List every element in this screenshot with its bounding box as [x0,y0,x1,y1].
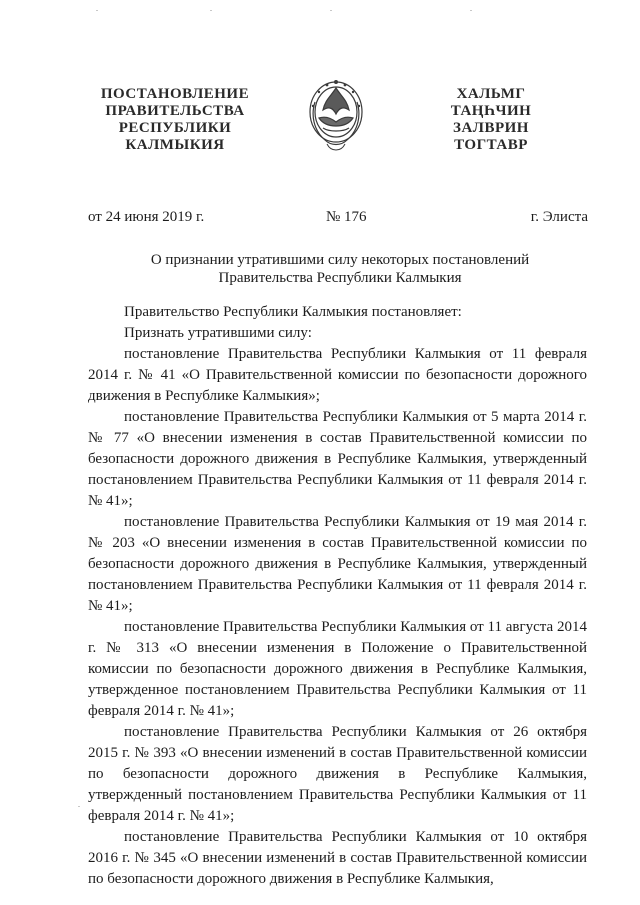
document-city: г. Элиста [530,209,588,225]
repealed-item: постановление Правительства Республики Калмыкия от 11 августа 2014 г. № 313 «О внесении изменения в Положение о Правительственной комиссии по безопасности дорожного движения в Республике Калмыкия, утвержденное постановлением Правительства Республики Калмыкия от 11 февраля 2014 г. № 41»; [88,619,587,719]
scan-speck [78,806,80,807]
header-right-line: ТАҢҺЧИН [450,103,532,119]
intro-paragraph: Признать утратившими силу: [124,325,312,341]
document-date: от 24 июня 2019 г. [88,209,205,225]
scan-speck [330,10,332,11]
header-right-title [416,86,566,154]
header-right-line: ТОГТАВР [454,137,528,153]
header-right-line: ХАЛЬМГ [456,86,526,102]
title-line: Правительства Республики Калмыкия [218,270,462,286]
scan-speck [96,10,98,11]
document-title [140,251,540,287]
scan-speck [210,10,212,11]
repealed-item: постановление Правительства Республики Калмыкия от 10 октября 2016 г. № 345 «О внесении изменений в состав Правительственной комиссии по безопасности дорожного движения в Республике Калмыкия, [88,829,587,887]
repealed-item: постановление Правительства Республики Калмыкия от 26 октября 2015 г. № 393 «О внесении изменений в состав Правительственной комиссии по безопасности дорожного движения в Республике Калмыкия, утвержденный постановлением Правительства Республики Калмыкия от 11 февраля 2014 г. № 41»; [88,724,587,824]
scan-speck [470,10,472,11]
header-right-line: ЗАЛВРИН [453,120,529,136]
repealed-item: постановление Правительства Республики Калмыкия от 11 февраля 2014 г. № 41 «О Правительственной комиссии по безопасности дорожного движения в Республике Калмыкия»; [88,346,587,404]
document-meta [88,209,588,227]
document-body [88,302,587,890]
header-left-line: КАЛМЫКИЯ [125,137,225,153]
header-left-line: ПОСТАНОВЛЕНИЕ [100,86,250,102]
header-left-line: ПРАВИТЕЛЬСТВА [105,103,245,119]
intro-paragraph: Правительство Республики Калмыкия постановляет: [124,304,462,320]
title-line: О признании утратившими силу некоторых постановлений [150,252,530,268]
document-number: № 176 [326,209,367,225]
header-left-line: РЕСПУБЛИКИ [118,120,232,136]
coat-of-arms-icon [303,72,369,156]
repealed-item: постановление Правительства Республики Калмыкия от 5 марта 2014 г. № 77 «О внесении изменения в состав Правительственной комиссии по безопасности дорожного движения в Республике Калмыкия, утвержденный постановлением Правительства Республики Калмыкия от 11 февраля 2014 г. № 41»; [88,409,587,509]
header-left-title [90,86,260,154]
repealed-item: постановление Правительства Республики Калмыкия от 19 мая 2014 г. № 203 «О внесении изменения в состав Правительственной комиссии по безопасности дорожного движения в Республике Калмыкия, утвержденный постановлением Правительства Республики Калмыкия от 11 февраля 2014 г. № 41»; [88,514,587,614]
